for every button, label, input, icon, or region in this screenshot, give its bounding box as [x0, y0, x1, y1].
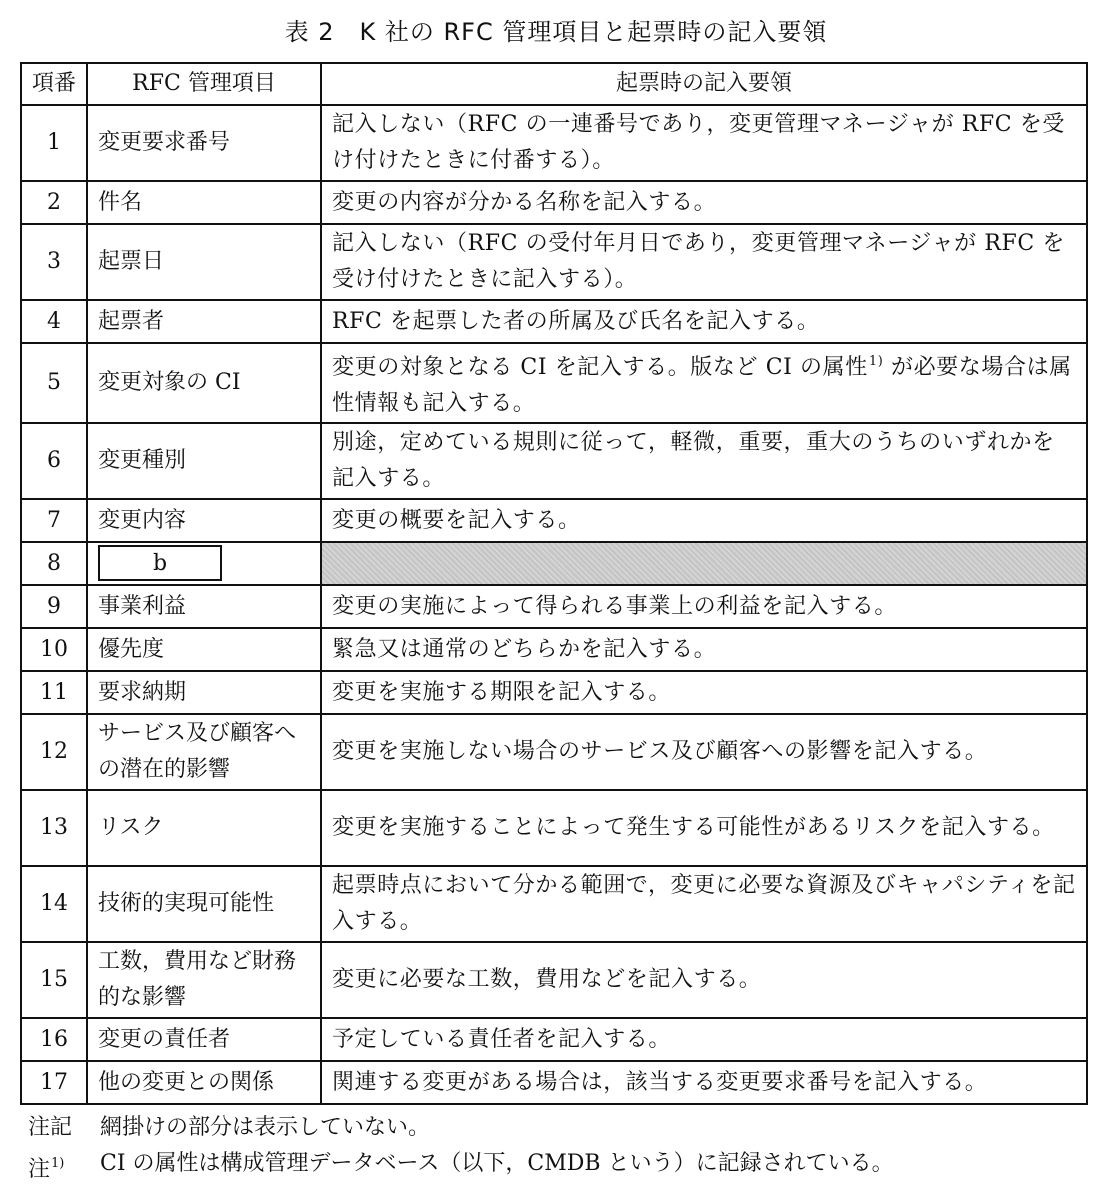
row-number: 6: [21, 423, 87, 499]
row-instructions: 予定している責任者を記入する。: [321, 1018, 1087, 1061]
row-item: 工数，費用など財務的な影響: [87, 942, 321, 1018]
row-instructions: 記入しない（RFC の一連番号であり，変更管理マネージャが RFC を受け付けたときに付番する）。: [321, 105, 1087, 181]
row-number: 2: [21, 181, 87, 224]
row-item: 技術的実現可能性: [87, 866, 321, 942]
table-row: [21, 423, 1087, 499]
row-number: 1: [21, 105, 87, 181]
row-instructions: 起票時点において分かる範囲で，変更に必要な資源及びキャパシティを記入する。: [321, 866, 1087, 942]
row-item: [87, 542, 321, 585]
note-label: 注記: [28, 1115, 73, 1140]
row-item: 起票者: [87, 300, 321, 343]
row-item: サービス及び顧客への潜在的影響: [87, 714, 321, 790]
row-instructions: 変更を実施する期限を記入する。: [321, 671, 1087, 714]
footnote-label: [28, 1146, 100, 1188]
table-row: [21, 181, 1087, 224]
row-instructions: 変更を実施しない場合のサービス及び顧客への影響を記入する。: [321, 714, 1087, 790]
table-row: [21, 790, 1087, 866]
footnote-text: CI の属性は構成管理データベース（以下，CMDB という）に記録されている。: [100, 1151, 894, 1176]
rfc-items-table: [20, 62, 1088, 1105]
row-item: 変更対象の CI: [87, 343, 321, 423]
table-row: [21, 628, 1087, 671]
row-instructions-part-b: が必要な場合は属性情報も記入する。: [332, 355, 1072, 416]
row-number: 3: [21, 224, 87, 300]
footnote-marker: 1): [868, 354, 884, 369]
row-number: 10: [21, 628, 87, 671]
table-notes: [28, 1110, 894, 1188]
row-instructions: 変更の内容が分かる名称を記入する。: [321, 181, 1087, 224]
row-item: 優先度: [87, 628, 321, 671]
row-item: 他の変更との関係: [87, 1061, 321, 1104]
row-number: 9: [21, 585, 87, 628]
table-row: [21, 499, 1087, 542]
row-instructions: 記入しない（RFC の受付年月日であり，変更管理マネージャが RFC を受け付けたときに記入する）。: [321, 224, 1087, 300]
row-number: 11: [21, 671, 87, 714]
row-number: 15: [21, 942, 87, 1018]
row-item: 要求納期: [87, 671, 321, 714]
row-instructions: 別途，定めている規則に従って，軽微，重要，重大のうちのいずれかを記入する。: [321, 423, 1087, 499]
table-header-row: [21, 63, 1087, 105]
table-title: 表 2 K 社の RFC 管理項目と起票時の記入要領: [284, 18, 828, 46]
footnote-marker: 1): [51, 1156, 65, 1171]
row-instructions: RFC を起票した者の所属及び氏名を記入する。: [321, 300, 1087, 343]
table-row: [21, 1018, 1087, 1061]
table-row: [21, 671, 1087, 714]
row-instructions: 変更の実施によって得られる事業上の利益を記入する。: [321, 585, 1087, 628]
row-item: 変更要求番号: [87, 105, 321, 181]
table-row: [21, 542, 1087, 585]
table-row: [21, 942, 1087, 1018]
table-row: [21, 866, 1087, 942]
header-number: 項番: [21, 63, 87, 105]
blank-box-b: b: [98, 545, 222, 581]
row-item: 事業利益: [87, 585, 321, 628]
row-number: 4: [21, 300, 87, 343]
row-item: 変更内容: [87, 499, 321, 542]
row-instructions: 変更に必要な工数，費用などを記入する。: [321, 942, 1087, 1018]
row-item: 起票日: [87, 224, 321, 300]
row-number: 7: [21, 499, 87, 542]
table-row: [21, 300, 1087, 343]
row-instructions-part-a: 変更の対象となる CI を記入する。版など CI の属性: [332, 355, 868, 380]
table-row: [21, 714, 1087, 790]
footnote-key: 注: [28, 1157, 51, 1182]
row-instructions: [321, 343, 1087, 423]
row-instructions: 変更を実施することによって発生する可能性があるリスクを記入する。: [321, 790, 1087, 866]
row-instructions: 関連する変更がある場合は，該当する変更要求番号を記入する。: [321, 1061, 1087, 1104]
row-item: リスク: [87, 790, 321, 866]
table-row: [21, 105, 1087, 181]
table-row: [21, 1061, 1087, 1104]
row-number: 12: [21, 714, 87, 790]
note-text: 網掛けの部分は表示していない。: [100, 1115, 431, 1140]
row-item: 件名: [87, 181, 321, 224]
row-item: 変更種別: [87, 423, 321, 499]
row-number: 17: [21, 1061, 87, 1104]
row-item: 変更の責任者: [87, 1018, 321, 1061]
note-line: [28, 1110, 894, 1146]
row-number: 5: [21, 343, 87, 423]
footnote-line: [28, 1146, 894, 1188]
row-instructions: 変更の概要を記入する。: [321, 499, 1087, 542]
row-number: 13: [21, 790, 87, 866]
row-instructions: 緊急又は通常のどちらかを記入する。: [321, 628, 1087, 671]
row-number: 16: [21, 1018, 87, 1061]
row-number: 8: [21, 542, 87, 585]
shaded-hidden-cell: [321, 542, 1087, 585]
table-row: [21, 585, 1087, 628]
header-item: RFC 管理項目: [87, 63, 321, 105]
row-number: 14: [21, 866, 87, 942]
table-row: [21, 343, 1087, 423]
table-row: [21, 224, 1087, 300]
header-instructions: 起票時の記入要領: [321, 63, 1087, 105]
